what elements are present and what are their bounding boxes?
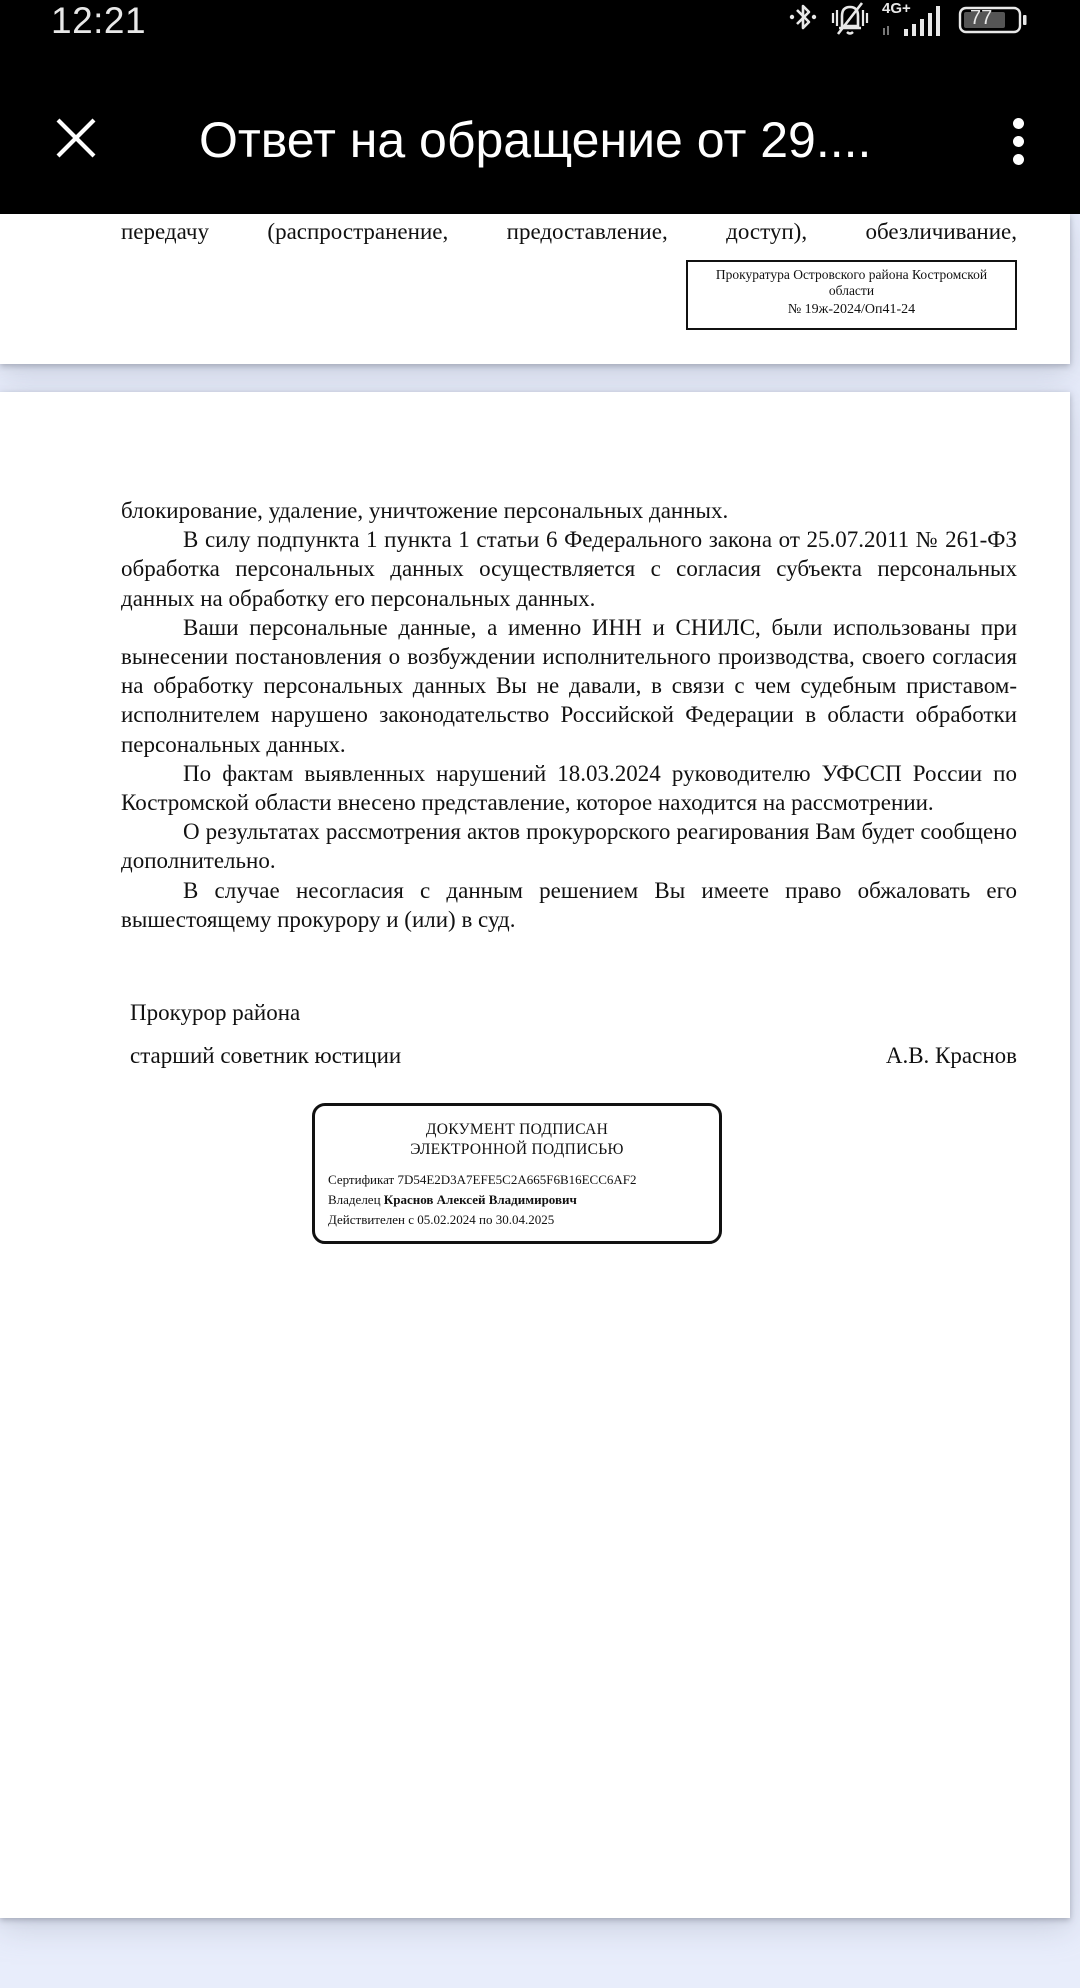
esig-title-line1: ДОКУМЕНТ ПОДПИСАН (425, 1121, 609, 1138)
close-icon (48, 110, 104, 166)
bluetooth-icon (788, 1, 818, 40)
paragraph: Ваши персональные данные, а именно ИНН и СНИЛС, были использованы при вынесении постановления о возбуждении исполнительного производства, своего согласия на обработку персональных данных Вы не давали, в связи с чем судебным приставом-исполнителем нарушено законодательство Российской Федерации в области обработки персональных данных. (121, 614, 1017, 757)
more-options-button[interactable] (1000, 110, 1036, 170)
letter-body (121, 496, 1017, 934)
battery-icon (958, 5, 1030, 35)
paragraph: В силу подпункта 1 пункта 1 статьи 6 Федерального закона от 25.07.2011 № 261-ФЗ обработка персональных данных осуществляется с согласия субъекта персональных данных на обработку его персональных данных. (121, 527, 1017, 611)
close-button[interactable] (48, 110, 104, 166)
vibrate-silent-icon (828, 0, 872, 41)
word: предоставление, (506, 219, 668, 244)
signal-4g-plus-icon (882, 2, 948, 38)
paragraph: В случае несогласия с данным решением Вы имеете право обжаловать его вышестоящему прокурору и (или) в суд. (121, 877, 1017, 932)
esig-valid-from: 05.02.2024 (417, 1212, 476, 1227)
more-vert-icon (1000, 110, 1036, 165)
esig-owner-label: Владелец (328, 1192, 381, 1207)
esig-certificate-value: 7D54E2D3A7EFE5C2A665F6B16ECC6AF2 (397, 1172, 637, 1187)
word: (распространение, (267, 219, 449, 244)
signature-position-1 (121, 998, 1017, 1027)
clock: 12:21 (51, 0, 147, 41)
esig-owner (315, 1190, 719, 1210)
app-bar (0, 44, 1080, 214)
esig-valid-from-label: Действителен с (328, 1212, 414, 1227)
esig-valid-to: 30.04.2025 (495, 1212, 555, 1227)
esig-certificate (315, 1170, 719, 1190)
paragraph: блокирование, удаление, уничтожение персональных данных. (121, 498, 729, 523)
esig-validity (315, 1210, 719, 1230)
word: доступ), (726, 219, 808, 244)
electronic-signature-stamp (312, 1103, 722, 1244)
word: обезличивание, (865, 219, 1017, 244)
paragraph: По фактам выявленных нарушений 18.03.2024 руководителю УФССП России по Костромской области внесено представление, которое находится на рассмотрении. (121, 760, 1017, 816)
registration-stamp (686, 260, 1017, 330)
stamp-number: № 19ж-2024/Оп41-24 (787, 302, 916, 317)
position-rank: старший советник юстиции (130, 1043, 402, 1068)
cut-off-text-line (121, 217, 1017, 246)
esig-owner-name: Краснов Алексей Владимирович (383, 1192, 577, 1207)
esig-certificate-label: Сертификат (328, 1172, 395, 1187)
status-icons (788, 0, 1030, 37)
pdf-page-2 (0, 392, 1070, 1918)
position-title: Прокурор района (130, 1000, 301, 1025)
battery-level: 77 (970, 7, 993, 29)
esig-title-line2: ЭЛЕКТРОННОЙ ПОДПИСЬЮ (410, 1141, 624, 1158)
pdf-page-1 (0, 214, 1070, 364)
network-label: 4G+ (882, 0, 911, 17)
signatory-name: А.В. Краснов (885, 1043, 1017, 1068)
paragraph: О результатах рассмотрения актов прокурорского реагирования Вам будет сообщено дополнительно. (121, 819, 1017, 874)
word: передачу (121, 219, 209, 244)
document-title: Ответ на обращение от 29.... (199, 112, 872, 168)
esig-valid-to-label: по (479, 1212, 493, 1227)
status-bar (0, 0, 1080, 44)
stamp-organization: Прокуратура Островского района Костромской области (715, 267, 988, 298)
signature-position-2 (121, 1041, 1017, 1070)
